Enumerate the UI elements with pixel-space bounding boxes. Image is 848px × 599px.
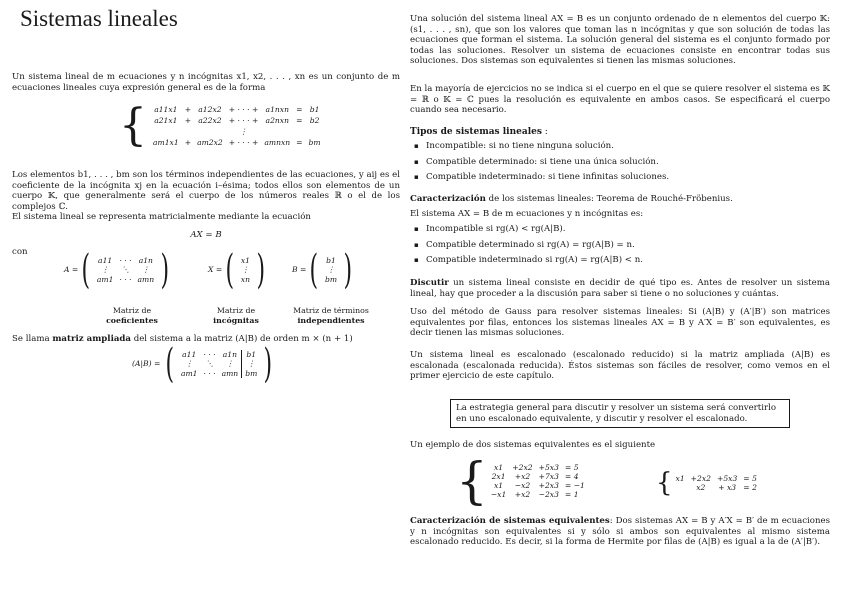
elements-paragraph: Los elementos b1, . . . , bm son los términos independientes de las ecuaciones, y aij es el coeficiente de la incógnita xj en la ecuación i–ésima; todos ellos son elementos de un cuerpo 𝕂, que generalmente será el cuerpo de los números reales ℝ o el de los complejos ℂ. bbox=[12, 170, 400, 212]
left-paren-icon: ( bbox=[225, 247, 235, 293]
matrix-cell: a11 bbox=[182, 350, 197, 360]
general-system bbox=[116, 100, 324, 151]
left-paren-icon: ( bbox=[309, 247, 319, 293]
matrix-X-table bbox=[238, 256, 253, 284]
system-cell: +2x2 bbox=[690, 473, 711, 483]
matrix-B-table bbox=[322, 256, 340, 284]
list-item: ▪ Compatible indeterminado: si tiene infinitas soluciones. bbox=[410, 170, 830, 186]
system-cell: = bbox=[296, 137, 303, 147]
matrix-X-label: X = bbox=[208, 265, 223, 275]
system-cell: −2x3 bbox=[538, 490, 559, 500]
ejemplo-paragraph: Un ejemplo de dos sistemas equivalentes es el siguiente bbox=[410, 440, 656, 450]
system-cell: a12x2 bbox=[198, 104, 222, 114]
matrix-cell: xn bbox=[240, 274, 250, 284]
intro-paragraph: Un sistema lineal de m ecuaciones y n incógnitas x1, x2, . . . , xn es un conjunto de m ecuaciones lineales cuya expresión general es de la forma bbox=[12, 72, 400, 93]
left-brace-icon: { bbox=[456, 452, 488, 510]
system-cell bbox=[293, 126, 305, 137]
matrix-cell: bm bbox=[324, 274, 338, 284]
system-cell: amnxn bbox=[264, 137, 291, 147]
system-cell: + · · · + bbox=[228, 104, 259, 114]
matrix-A-table bbox=[94, 256, 157, 284]
matrix-cell: ⋱ bbox=[205, 359, 214, 369]
matrix-cell: a1n bbox=[138, 256, 153, 266]
system-cell: +x2 bbox=[514, 490, 531, 500]
left-paren-icon: ( bbox=[81, 247, 91, 293]
system-cell: +2x3 bbox=[538, 481, 559, 490]
caracterizacion-rest: de los sistemas lineales: Teorema de Rouché-Fröbenius. bbox=[488, 194, 733, 204]
ampliada-paragraph bbox=[12, 334, 400, 345]
left-brace-icon: { bbox=[656, 468, 673, 498]
system-cell: x1 bbox=[493, 462, 504, 472]
matrix-cell: ⋮ bbox=[241, 265, 250, 275]
discutir-bold: Discutir bbox=[410, 278, 449, 288]
matrix-equation: AX = B bbox=[190, 230, 222, 240]
tipos-heading bbox=[410, 127, 548, 138]
system-cell: = bbox=[296, 104, 303, 114]
ampliada-post: del sistema a la matriz (A|B) de orden m × (n + 1) bbox=[133, 334, 353, 344]
system-cell: a11x1 bbox=[154, 104, 178, 114]
escalonado-paragraph: Un sistema lineal es escalonado (escalonado reducido) si la matriz ampliada (A|B) es escalonada (escalonada reducida). Éstos sistemas son fáciles de resolver, como vemos en el primer ejercicio de este capítulo. bbox=[410, 350, 830, 382]
matrix-cell: am1 bbox=[180, 368, 198, 378]
matrix-A-label: A = bbox=[64, 265, 79, 275]
system-cell: + x3 bbox=[718, 483, 737, 492]
system-cell bbox=[673, 483, 688, 492]
system-cell: x2 bbox=[696, 483, 706, 492]
system-cell: −x2 bbox=[514, 481, 531, 490]
system-cell bbox=[306, 126, 324, 137]
cuerpo-paragraph: En la mayoría de ejercicios no se indica si el cuerpo en el que se quiere resolver el sistema es 𝕂 = ℝ o 𝕂 = ℂ pues la resolución es equivalente en ambos casos. Se especificará el cuerpo cuando sea necesario. bbox=[410, 84, 830, 116]
system-cell: a21x1 bbox=[154, 115, 178, 125]
matrix-cell: · · · bbox=[119, 274, 132, 284]
list-item: ▪ Compatible indeterminado si rg(A) = rg(A|B) < n. bbox=[410, 253, 830, 269]
caption-B-line1: Matriz de términos bbox=[293, 306, 369, 315]
matrix-cell: · · · bbox=[203, 350, 216, 360]
caption-A-line1: Matriz de bbox=[112, 306, 152, 315]
matrix-AB bbox=[132, 341, 276, 387]
solucion-paragraph: Una solución del sistema lineal AX = B es un conjunto ordenado de n elementos del cuerpo 𝕂: (s1, . . . , sn), que son los valores que toman las n incógnitas y que son solución de todas las ecuaciones que forman el sistema. La solución general del sistema es el conjunto formado por todas las soluciones. Resolver un sistema de ecuaciones consiste en encontrar todas sus soluciones. Dos sistemas son equivalentes si tienen las mismas soluciones. bbox=[410, 14, 830, 67]
right-paren-icon: ) bbox=[263, 341, 273, 387]
system-cell: + bbox=[184, 137, 192, 147]
caracterizacion-sub: El sistema AX = B de m ecuaciones y n incógnitas es: bbox=[410, 209, 644, 219]
system-cell: −x1 bbox=[490, 490, 507, 500]
right-paren-icon: ) bbox=[160, 247, 170, 293]
system-cell: = 1 bbox=[564, 490, 579, 500]
matrix-cell: ⋮ bbox=[101, 265, 109, 275]
system-cell: = −1 bbox=[564, 481, 585, 490]
system-cell bbox=[182, 126, 194, 137]
ampliada-bold: matriz ampliada bbox=[52, 334, 131, 344]
system-cell: = 4 bbox=[564, 471, 579, 481]
caracterizacion-line bbox=[410, 194, 830, 205]
example-system-1-table bbox=[488, 463, 588, 500]
system-cell: = 2 bbox=[743, 483, 757, 492]
left-brace-icon: { bbox=[119, 100, 147, 151]
caption-X-line1: Matriz de bbox=[216, 306, 256, 315]
matrix-AB-label: (A|B) = bbox=[132, 359, 161, 369]
system-cell bbox=[261, 126, 293, 137]
system-cell: am2x2 bbox=[197, 137, 223, 147]
page-title: Sistemas lineales bbox=[20, 6, 178, 31]
system-cell: a1nxn bbox=[265, 104, 289, 114]
right-paren-icon: ) bbox=[343, 247, 353, 293]
matrix-B bbox=[292, 247, 356, 293]
matrix-cell: x1 bbox=[240, 256, 250, 266]
system-cell: a22x2 bbox=[198, 115, 222, 125]
general-system-table bbox=[116, 100, 324, 151]
system-cell: x1 bbox=[675, 473, 685, 483]
discutir-rest: un sistema lineal consiste en decidir de qué tipo es. Antes de resolver un sistema lineal, hay que proceder a la discusión para saber si tiene o no soluciones y cuántas. bbox=[410, 278, 830, 299]
matrix-cell: ⋱ bbox=[121, 265, 130, 275]
system-cell: b1 bbox=[309, 104, 320, 114]
example-system-2-table bbox=[673, 474, 760, 492]
matrix-cell: a11 bbox=[98, 256, 113, 266]
caption-A bbox=[92, 306, 172, 325]
left-paren-icon: ( bbox=[165, 341, 175, 387]
matrix-cell: b1 bbox=[326, 256, 336, 266]
caption-X bbox=[196, 306, 276, 325]
right-paren-icon: ) bbox=[256, 247, 266, 293]
caption-A-line2: coeficientes bbox=[106, 315, 158, 325]
matrix-B-label: B = bbox=[292, 265, 307, 275]
example-system-2 bbox=[656, 470, 760, 496]
system-cell: + bbox=[184, 115, 192, 125]
system-cell: ⋮ bbox=[239, 126, 248, 136]
matrix-cell: amn bbox=[137, 274, 155, 284]
system-cell: + bbox=[184, 104, 192, 114]
system-cell: 2x1 bbox=[491, 471, 506, 481]
matrix-cell: ⋮ bbox=[142, 265, 150, 275]
tipos-colon: : bbox=[544, 127, 548, 137]
matrix-cell: am1 bbox=[96, 274, 114, 284]
matrix-cell: · · · bbox=[203, 368, 216, 378]
ampliada-pre: Se llama bbox=[12, 334, 50, 344]
list-item: ▪ Incompatible: si no tiene ninguna solución. bbox=[410, 139, 830, 155]
matrix-cell: ⋮ bbox=[247, 359, 256, 369]
matrix-cell: amn bbox=[219, 369, 242, 378]
system-cell: = bbox=[296, 115, 303, 125]
system-cell: x1 bbox=[493, 481, 504, 490]
matrix-cell: bm bbox=[245, 368, 258, 378]
caption-B-line2: independientes bbox=[297, 315, 365, 325]
tipos-list bbox=[410, 139, 830, 186]
system-cell: b2 bbox=[309, 115, 320, 125]
matrix-X bbox=[208, 247, 269, 293]
equivalentes-rest: : Dos sistemas AX = B y A′X = B′ de m ecuaciones y n incógnitas son equivalentes si y sólo si ambos son equivalentes al mismo sistema escalonado reducido. Es decir, si la forma de Hermite por filas de (A|B) es igual a la de (A′|B′). bbox=[410, 516, 831, 548]
caption-B bbox=[276, 306, 386, 325]
system-cell bbox=[150, 126, 182, 137]
system-cell: + · · · + bbox=[228, 137, 259, 147]
system-cell: am1x1 bbox=[153, 137, 179, 147]
system-cell bbox=[194, 126, 226, 137]
tipos-title: Tipos de sistemas lineales bbox=[410, 127, 542, 137]
system-cell: bm bbox=[308, 137, 321, 147]
matrix-intro-paragraph: El sistema lineal se representa matricialmente mediante la ecuación bbox=[12, 212, 311, 222]
list-item: ▪ Incompatible si rg(A) < rg(A|B). bbox=[410, 222, 830, 238]
strategy-box: La estrategia general para discutir y resolver un sistema será convertirlo en uno escalonado equivalente, y discutir y resolver el escalonado. bbox=[450, 399, 790, 428]
matrix-cell: ⋮ bbox=[327, 265, 335, 275]
matrix-cell: ⋮ bbox=[185, 359, 194, 369]
equivalentes-bold: Caracterización de sistemas equivalentes bbox=[410, 516, 610, 526]
list-item: ▪ Compatible determinado: si tiene una única solución. bbox=[410, 155, 830, 171]
system-cell: a2nxn bbox=[265, 115, 289, 125]
system-cell: = 5 bbox=[743, 473, 757, 483]
caracterizacion-bold: Caracterización bbox=[410, 194, 486, 204]
list-item: ▪ Compatible determinado si rg(A) = rg(A|B) = n. bbox=[410, 238, 830, 254]
system-cell: +x2 bbox=[514, 471, 531, 481]
system-cell: +7x3 bbox=[538, 471, 559, 481]
equivalentes-paragraph bbox=[410, 516, 830, 548]
con-label: con bbox=[12, 247, 28, 257]
matrix-A bbox=[64, 247, 173, 293]
matrix-cell: · · · bbox=[119, 256, 132, 266]
system-cell: +5x3 bbox=[538, 462, 559, 472]
system-cell: +2x2 bbox=[512, 462, 533, 472]
matrix-cell: a1n bbox=[219, 350, 242, 359]
matrix-AB-table bbox=[178, 350, 260, 378]
rouche-list bbox=[410, 222, 830, 269]
system-cell: +5x3 bbox=[716, 473, 738, 483]
caption-X-line2: incógnitas bbox=[213, 315, 259, 325]
gauss-paragraph: Uso del método de Gauss para resolver sistemas lineales: Si (A|B) y (A′|B′) son matrices equivalentes por filas, entonces los sistemas lineales AX = B y A′X = B′ son equivalentes, es decir tienen las mismas soluciones. bbox=[410, 307, 830, 339]
matrix-cell: ⋮ bbox=[219, 359, 242, 368]
system-cell: = 5 bbox=[564, 462, 579, 472]
example-system-1 bbox=[456, 452, 588, 510]
matrix-cell: b1 bbox=[246, 350, 257, 360]
discutir-paragraph bbox=[410, 278, 830, 299]
system-cell: + · · · + bbox=[228, 115, 259, 125]
